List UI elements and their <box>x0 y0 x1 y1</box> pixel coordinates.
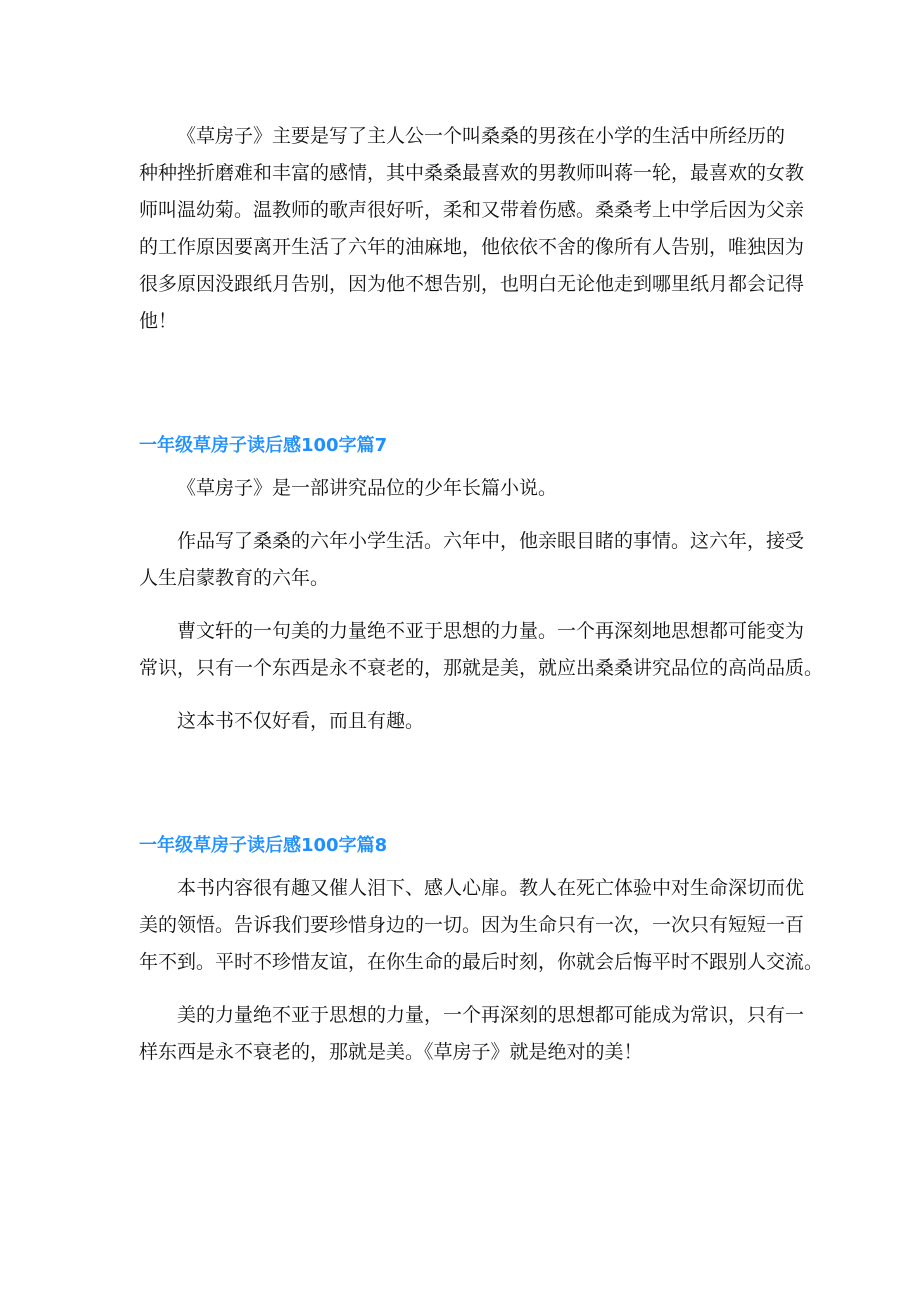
paragraph <box>139 523 805 597</box>
text-line: 年不到。平时不珍惜友谊，在你生命的最后时刻，你就会后悔平时不跟别人交流。 <box>139 951 824 973</box>
paragraph <box>139 470 782 507</box>
text-line: 师叫温幼菊。温教师的歌声很好听，柔和又带着伤感。桑桑考上中学后因为父亲 <box>139 199 805 221</box>
text-line: 人生启蒙教育的六年。 <box>139 567 330 589</box>
text-line: 常识，只有一个东西是永不衰老的，那就是美，就应出桑桑讲究品位的高尚品质。 <box>139 657 824 679</box>
text-line: 种种挫折磨难和丰富的感情，其中桑桑最喜欢的男教师叫蒋一轮，最喜欢的女教 <box>139 162 805 184</box>
section-heading: 一年级草房子读后感100字篇8 <box>139 835 388 856</box>
paragraph <box>139 870 824 981</box>
section-heading: 一年级草房子读后感100字篇7 <box>139 435 388 456</box>
paragraph <box>139 997 805 1071</box>
text-line: 本书内容很有趣又催人泪下、感人心扉。教人在死亡体验中对生命深切而优 <box>177 877 805 899</box>
text-line: 《草房子》是一部讲究品位的少年长篇小说。 <box>177 477 558 499</box>
text-line: 作品写了桑桑的六年小学生活。六年中，他亲眼目睹的事情。这六年，接受 <box>177 530 805 552</box>
text-line: 他！ <box>139 310 178 332</box>
text-line: 的工作原因要离开生活了六年的油麻地，他依依不舍的像所有人告别，唯独因为 <box>139 236 805 258</box>
text-line: 这本书不仅好看，而且有趣。 <box>177 710 425 732</box>
paragraph <box>139 118 805 340</box>
paragraph <box>139 703 782 740</box>
text-line: 样东西是永不衰老的，那就是美。《草房子》就是绝对的美！ <box>139 1041 643 1063</box>
text-line: 曹文轩的一句美的力量绝不亚于思想的力量。一个再深刻地思想都可能变为 <box>177 620 805 642</box>
paragraph <box>139 613 824 687</box>
text-line: 很多原因没跟纸月告别，因为他不想告别，也明白无论他走到哪里纸月都会记得 <box>139 273 805 295</box>
text-line: 美的力量绝不亚于思想的力量，一个再深刻的思想都可能成为常识，只有一 <box>177 1004 805 1026</box>
document-page <box>139 118 824 1071</box>
text-line: 美的领悟。告诉我们要珍惜身边的一切。因为生命只有一次，一次只有短短一百 <box>139 914 805 936</box>
text-line: 《草房子》主要是写了主人公一个叫桑桑的男孩在小学的生活中所经历的 <box>177 125 786 147</box>
